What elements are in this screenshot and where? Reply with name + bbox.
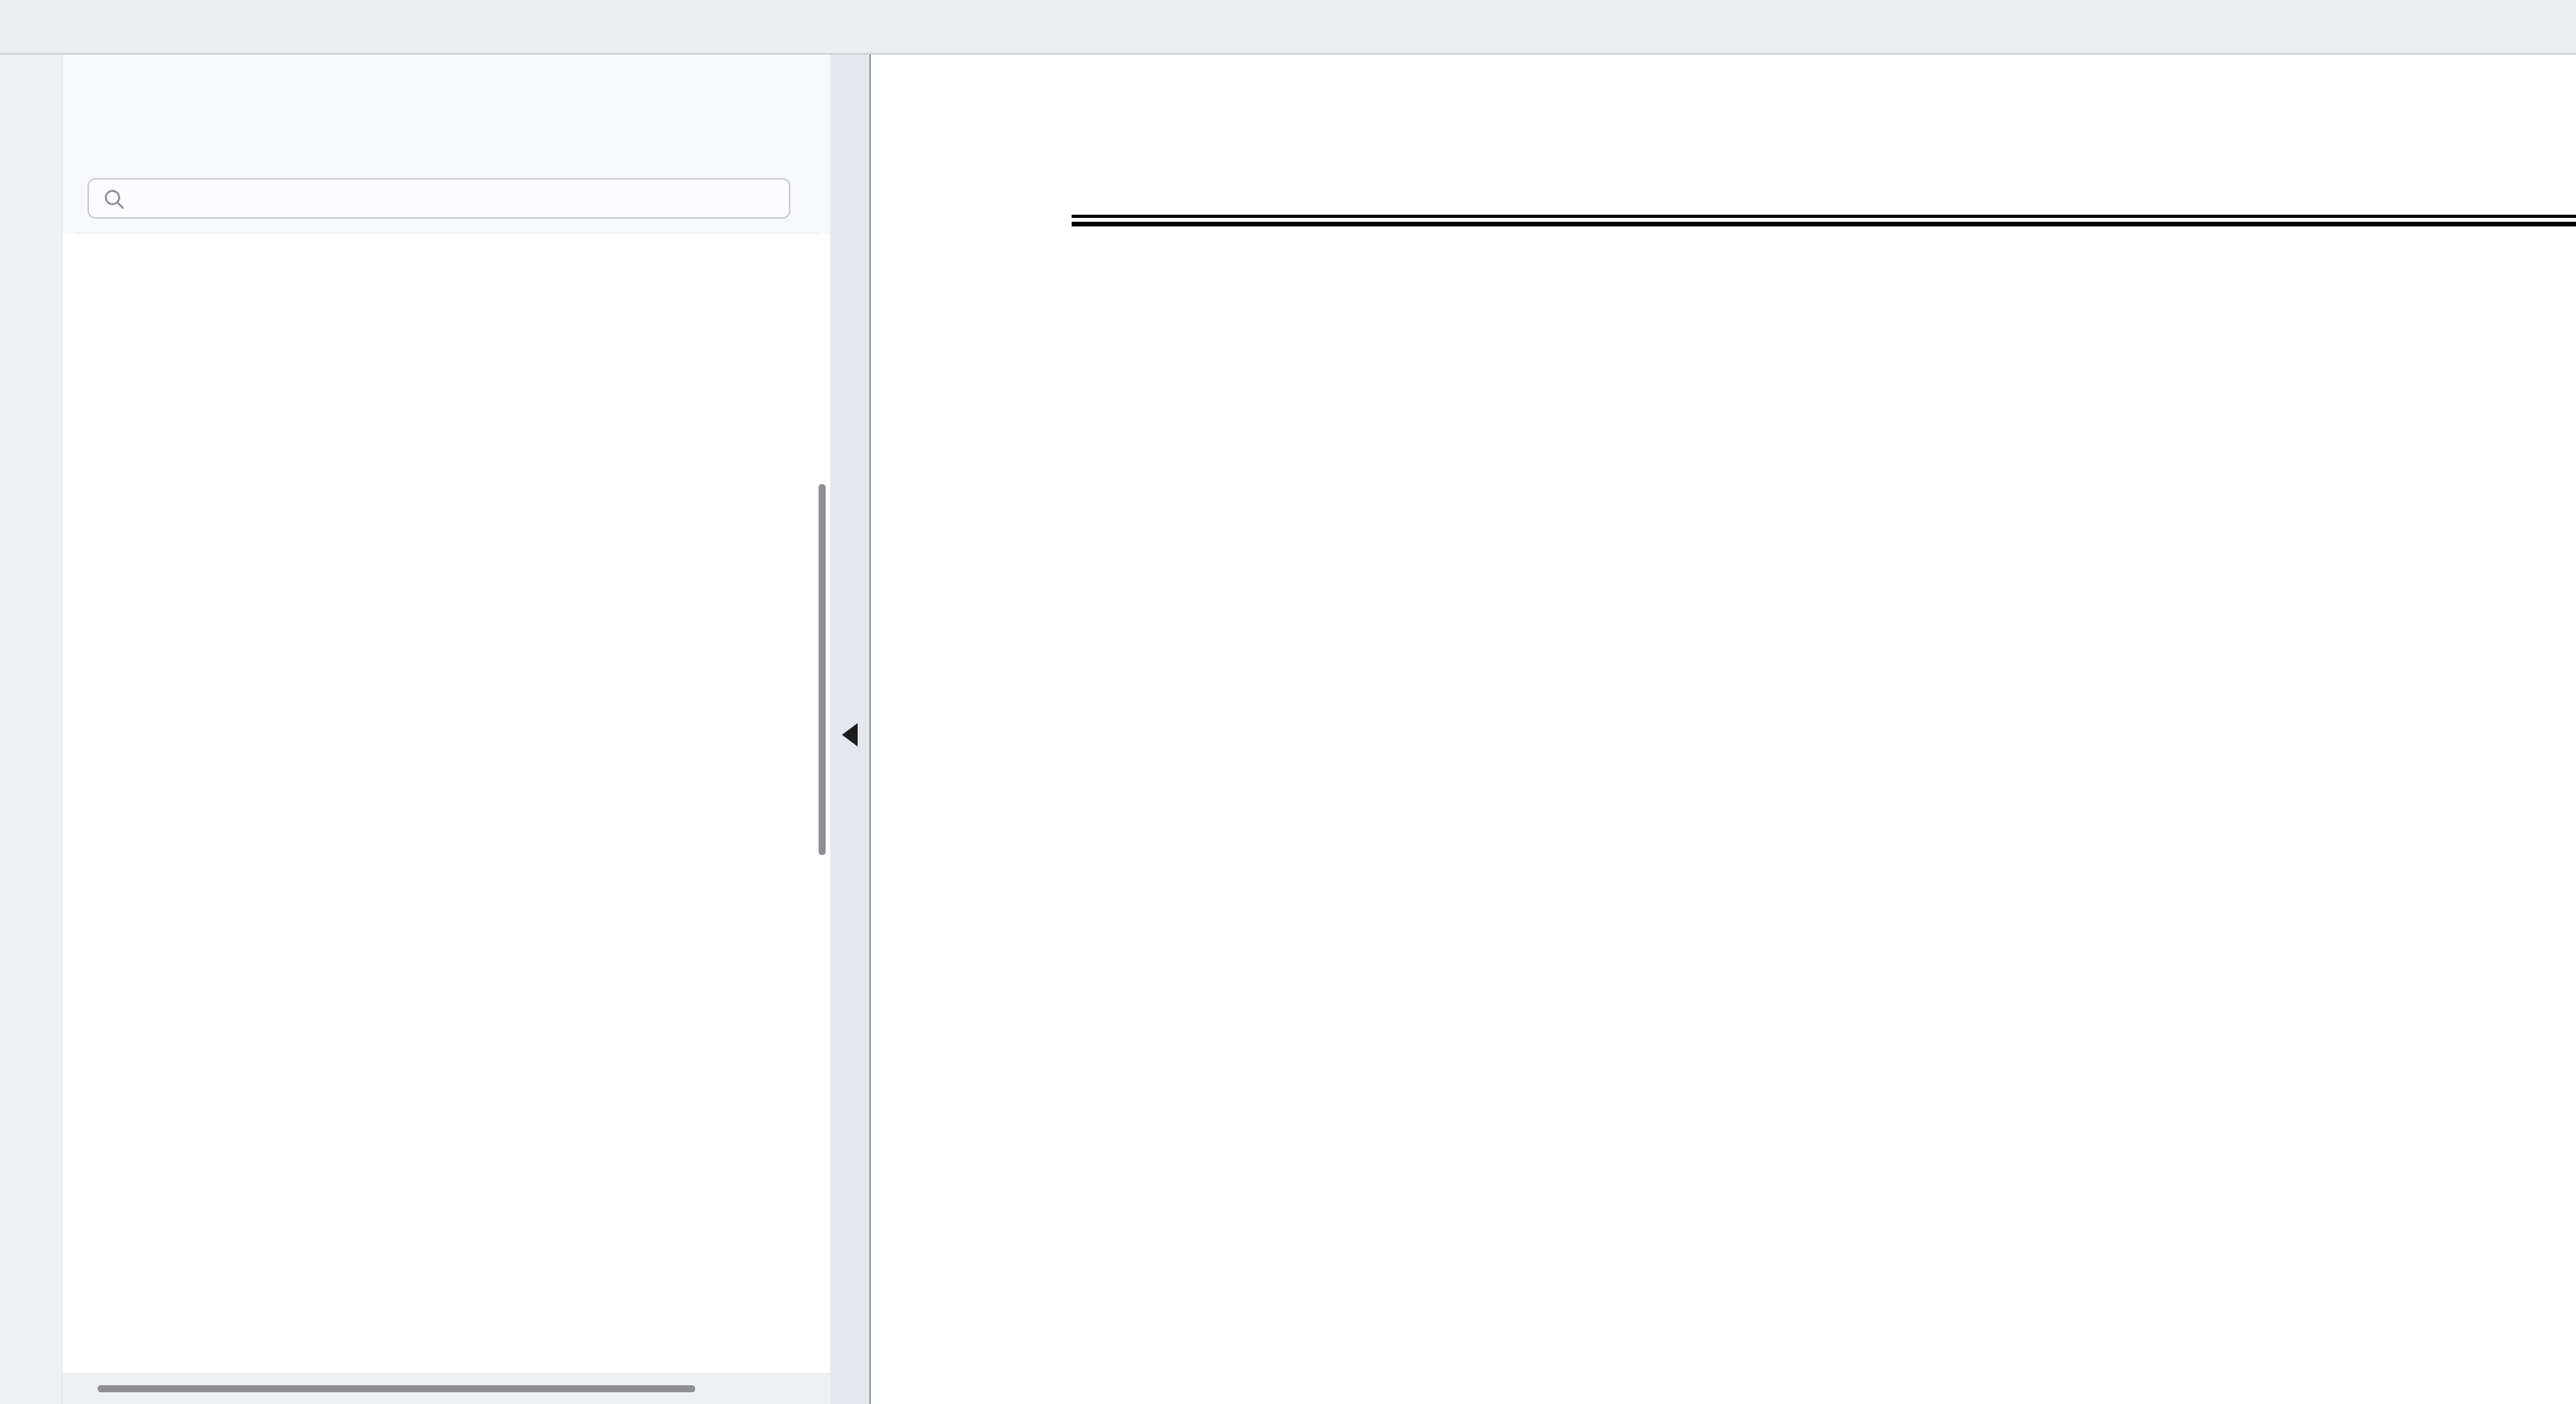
bookmark-search-input[interactable] xyxy=(133,181,773,216)
search-icon xyxy=(103,188,127,212)
collapse-sidebar-arrow-icon[interactable] xyxy=(842,723,858,747)
bookmark-tree xyxy=(62,248,830,1381)
bookmark-search-box xyxy=(87,178,790,219)
sidebar-collapse-strip xyxy=(830,55,871,1404)
bookmarks-panel xyxy=(62,55,830,1404)
new-tab-button[interactable] xyxy=(1579,6,1623,50)
panel-vertical-scrollbar[interactable] xyxy=(819,484,826,855)
pdf-page-content xyxy=(871,55,2576,1404)
tab-bar xyxy=(0,0,2576,55)
panel-horizontal-scrollbar[interactable] xyxy=(98,1385,695,1392)
double-rule-divider xyxy=(1072,215,2576,226)
sidebar-icon-rail xyxy=(0,55,62,1404)
